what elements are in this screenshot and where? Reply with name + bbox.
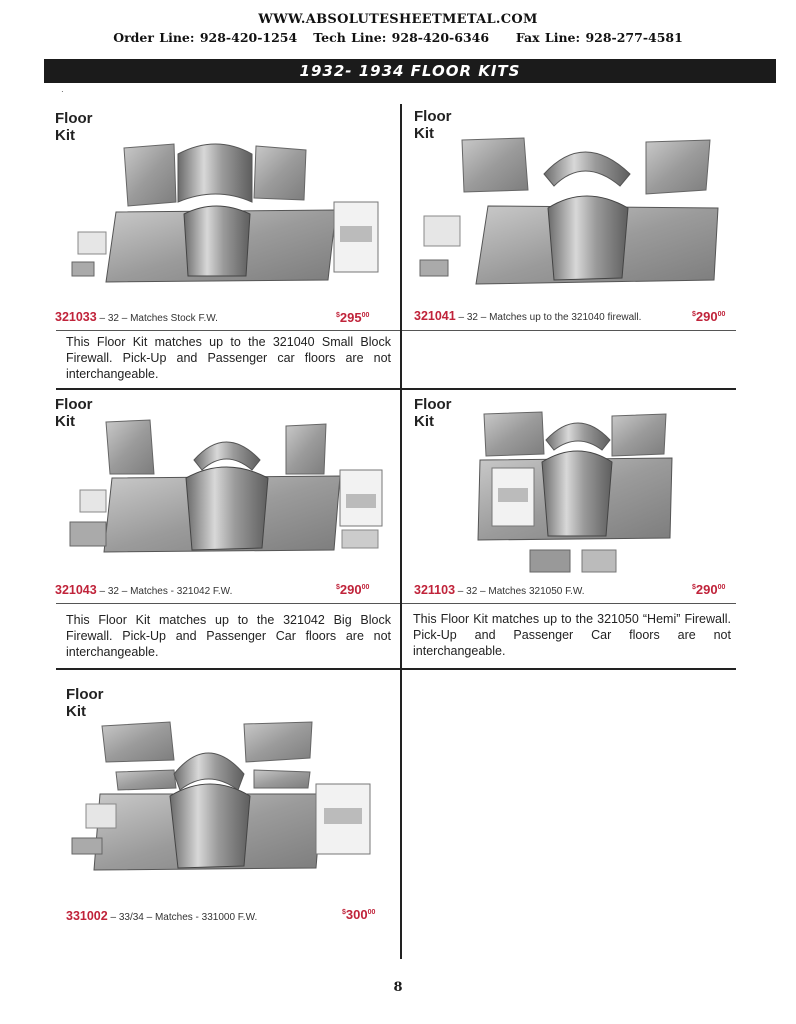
floor-kit-photo (64, 416, 388, 558)
website-url[interactable]: WWW.ABSOLUTESHEETMETAL.COM (258, 12, 538, 27)
product-code-line (66, 909, 257, 923)
product-detail: – 33/34 – Matches - 331000 F.W. (107, 912, 258, 923)
product-detail: – 32 – Matches - 321042 F.W. (96, 586, 233, 597)
product-code: 321103 (414, 583, 456, 597)
product-price (336, 310, 369, 325)
product-price (692, 309, 725, 324)
fax-line: Fax Line: 928-277-4581 (515, 30, 683, 45)
price-symbol: $ (336, 584, 340, 591)
product-code: 321033 (55, 310, 97, 324)
price-symbol: $ (692, 311, 696, 318)
price-divider-1 (56, 330, 400, 331)
price-symbol: $ (336, 312, 340, 319)
page-number: 8 (393, 980, 403, 995)
price-cents: 00 (717, 584, 726, 591)
floor-kit-photo (66, 140, 386, 305)
product-description: This Floor Kit matches up to the 321050 “Hemi” Firewall. Pick-Up and Passenger Car floors are not interchangeable. (413, 612, 731, 658)
price-whole: 290 (339, 582, 362, 597)
product-detail: – 32 – Matches 321050 F.W. (455, 586, 585, 597)
price-whole: 290 (695, 309, 718, 324)
product-title: Floor Kit (66, 686, 104, 720)
product-description: This Floor Kit matches up to the 321042 Big Block Firewall. Pick-Up and Passenger Car floors are not interchangeable. (66, 613, 391, 659)
product-detail: – 32 – Matches Stock F.W. (96, 313, 218, 324)
price-whole: 295 (339, 310, 362, 325)
tech-line: Tech Line: 928-420-6346 (313, 30, 490, 45)
product-code-line (55, 583, 232, 597)
price-cents: 00 (361, 584, 370, 591)
price-divider-3 (56, 603, 400, 604)
price-divider-2 (402, 330, 736, 331)
product-price (342, 907, 375, 922)
product-code-line (55, 310, 218, 324)
contact-lines (0, 30, 796, 45)
price-whole: 300 (345, 907, 368, 922)
price-whole: 290 (695, 582, 718, 597)
row-divider-1 (56, 388, 736, 390)
floor-kit-photo (414, 134, 732, 304)
product-code: 331002 (66, 909, 108, 923)
price-divider-4 (402, 603, 736, 604)
price-cents: 00 (717, 311, 726, 318)
stray-dot: · (61, 87, 64, 96)
product-title: Floor Kit (414, 108, 452, 142)
product-price (692, 582, 725, 597)
row-divider-2 (56, 668, 736, 670)
section-banner: 1932- 1934 FLOOR KITS (44, 59, 776, 83)
product-code: 321043 (55, 583, 97, 597)
product-code: 321041 (414, 309, 456, 323)
product-code-line (414, 583, 585, 597)
order-line: Order Line: 928-420-1254 (113, 30, 298, 45)
page-header (0, 12, 796, 45)
floor-kit-photo (472, 410, 682, 578)
floor-kit-photo (66, 718, 384, 876)
product-title: Floor Kit (55, 396, 93, 430)
price-symbol: $ (692, 584, 696, 591)
price-symbol: $ (342, 909, 346, 916)
product-description: This Floor Kit matches up to the 321040 Small Block Firewall. Pick-Up and Passenger car floors are not interchangeable. (66, 335, 391, 381)
price-cents: 00 (361, 312, 370, 319)
product-title: Floor Kit (414, 396, 452, 430)
product-code-line (414, 309, 641, 323)
product-title: Floor Kit (55, 110, 93, 144)
product-price (336, 582, 369, 597)
price-cents: 00 (367, 909, 376, 916)
column-divider (400, 104, 402, 959)
product-detail: – 32 – Matches up to the 321040 firewall. (455, 312, 642, 323)
